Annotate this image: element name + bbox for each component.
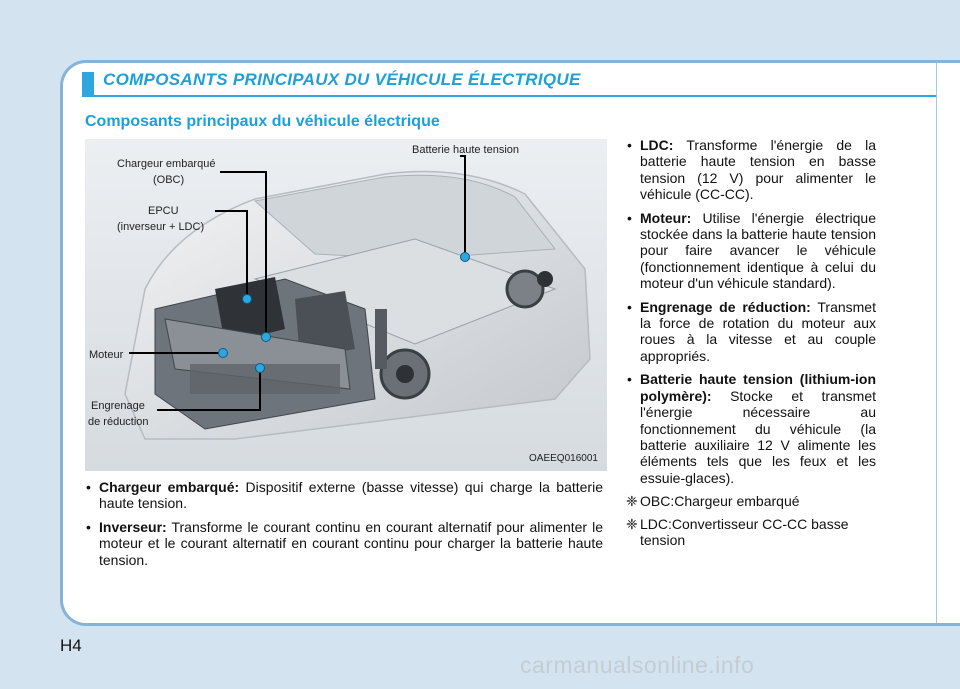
bullet-text: Stocke et transmet l'énergie nécessaire au fonctionnement du véhicule (la batterie auxiliaire 12 V alimente les éléments tels que les feux et les essuie-glaces). <box>640 387 876 486</box>
right-column <box>626 137 876 554</box>
label-epcu-line1: EPCU <box>148 205 179 217</box>
header-rule <box>82 95 936 97</box>
bullet-dot: • <box>86 518 91 535</box>
label-obc-line2: (OBC) <box>153 174 185 186</box>
watermark: carmanualsonline.info <box>520 652 755 678</box>
bullet-term: LDC: <box>640 137 674 153</box>
label-obc-line1: Chargeur embarqué <box>117 158 216 170</box>
bullet-term: Chargeur embarqué: <box>99 479 240 495</box>
note-ldc <box>626 516 876 549</box>
note-mark-icon: ❈ <box>626 515 638 532</box>
bullet-dot: • <box>627 209 632 226</box>
bullet-dot: • <box>627 371 632 388</box>
label-battery: Batterie haute tension <box>412 144 520 156</box>
bullet-dot: • <box>86 479 91 495</box>
bullet-motor <box>626 210 876 292</box>
car-cutaway-image <box>85 139 607 471</box>
label-epcu-line2: (inverseur + LDC) <box>117 221 205 233</box>
bullet-term: Inverseur: <box>99 518 167 535</box>
label-gear-line1: Engrenage <box>91 400 145 412</box>
bullet-obc <box>85 479 603 512</box>
bullet-term: Moteur: <box>640 209 692 226</box>
bullet-ldc <box>626 137 876 203</box>
page-number: H4 <box>60 636 82 655</box>
figure-code: OAEEQ016001 <box>529 453 598 464</box>
bullet-hv-battery <box>626 371 876 486</box>
right-rule <box>936 63 937 623</box>
bullet-text: Dispositif externe (basse vitesse) qui charge la batterie haute tension. <box>99 479 603 512</box>
bullet-inverter <box>85 519 603 568</box>
note-text: OBC:Chargeur embarqué <box>640 493 800 510</box>
note-obc <box>626 493 876 509</box>
bullet-dot: • <box>627 137 632 153</box>
label-motor: Moteur <box>89 349 124 361</box>
note-text: LDC:Convertisseur CC-CC basse tension <box>640 515 849 548</box>
bullet-reduction-gear <box>626 299 876 365</box>
ev-components-illustration <box>85 139 607 471</box>
bullet-text: Transforme le courant continu en courant alternatif pour alimenter le moteur et le courant alternatif en courant continu pour charger la batterie haute tension. <box>99 518 603 568</box>
bullet-text: Utilise l'énergie électrique stockée dans la batterie haute tension pour faire avancer le véhicule (fonctionnement identique à celui du moteur d'un véhicule standard). <box>640 209 876 292</box>
bullet-text: Transforme l'énergie de la batterie haute tension en basse tension (12 V) pour alimenter le véhicule (CC-CC). <box>640 137 876 203</box>
bullet-term: Batterie haute tension (lithium-ion polymère): <box>640 371 876 404</box>
left-column <box>85 479 603 575</box>
bullet-text: Transmet la force de rotation du moteur aux roues à la vitesse et au couple appropriés. <box>640 298 876 364</box>
bullet-term: Engrenage de réduction: <box>640 298 811 315</box>
label-gear-line2: de réduction <box>88 416 149 428</box>
note-mark-icon: ❈ <box>626 493 638 510</box>
header-tab <box>82 72 94 97</box>
bullet-dot: • <box>627 298 632 315</box>
header-title: COMPOSANTS PRINCIPAUX DU VÉHICULE ÉLECTRIQUE <box>103 70 581 89</box>
section-title: Composants principaux du véhicule électrique <box>85 113 440 130</box>
